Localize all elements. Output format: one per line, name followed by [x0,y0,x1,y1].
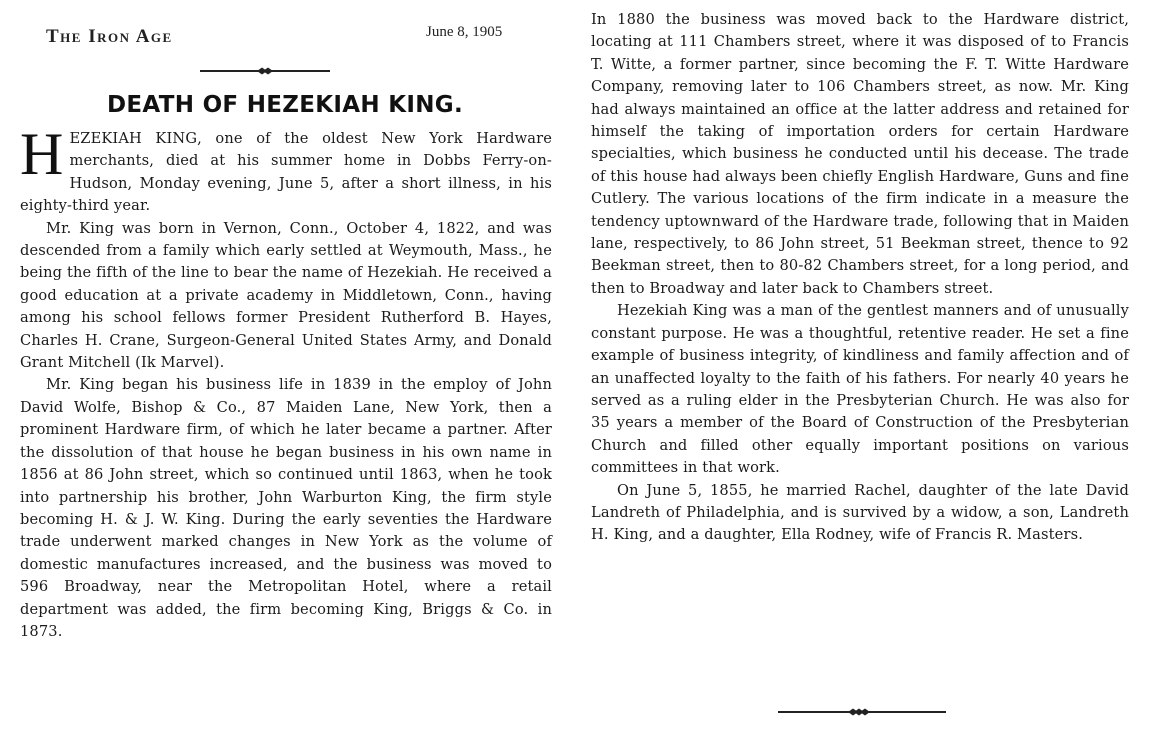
page-header [20,22,550,52]
paragraph-1-text: , one of the oldest New York Hardware merchants, died at his summer home in Dobbs Ferry-on-Hudson, Monday evening, June 5, after a short illness, in his eighty-third year. [20,130,552,215]
issue-date: June 8, 1905 [426,24,503,40]
article-column-right [591,9,1129,547]
drop-cap: H [20,121,64,187]
publication-name: The Iron Age [46,26,173,47]
paragraph-5: Hezekiah King was a man of the gentlest manners and of unusually constant purpose. He was a thoughtful, retentive reader. He set a fine example of business integrity, of kindliness and family affection and of an unaffected loyalty to the faith of his fathers. For nearly 40 years he served as a ruling elder in the Presbyterian Church. He was also for 35 years a member of the Board of Construction of the Presbyterian Church and filled other equally important positions on various committees in that work. [591,302,1129,477]
article-column-left [20,121,552,643]
article-title: DEATH OF HEZEKIAH KING. [107,92,463,118]
diamond-rule-icon [200,66,330,76]
paragraph-4: In 1880 the business was moved back to the Hardware district, locating at 111 Chambers street, where it was disposed of to Francis T. Witte, a former partner, since becoming the F. T. Witte Hardware Company, removing later to 106 Chambers street, as now. Mr. King had always maintained an office at the latter address and retained for himself the taking of importation orders for certain Hardware specialties, which business he conducted until his decease. The trade of this house had always been chiefly English Hardware, Guns and fine Cutlery. The various locations of the firm indicate in a measure the tendency uptownward of the Hardware trade, following that in Maiden lane, respectively, to 86 John street, 51 Beekman street, thence to 92 Beekman street, then to 80-82 Chambers street, for a long period, and then to Broadway and later back to Chambers street. [591,11,1129,297]
lead-small-caps: EZEKIAH KING [69,130,198,147]
bottom-ornament-divider [778,707,946,717]
top-ornament-divider [200,66,330,76]
diamond-rule-icon [778,707,946,717]
paragraph-1 [20,121,552,218]
paragraph-6: On June 5, 1855, he married Rachel, daughter of the late David Landreth of Philadelphia, and is survived by a widow, a son, Landreth H. King, and a daughter, Ella Rodney, wife of Francis R. Masters. [591,481,1129,544]
paragraph-3: Mr. King began his business life in 1839 in the employ of John David Wolfe, Bishop & Co., 87 Maiden Lane, New York, then a prominent Hardware firm, of which he later became a partner. After the dissolution of that house he began business in his own name in 1856 at 86 John street, which so continued until 1863, when he took into partnership his brother, John Warburton King, the firm style becoming H. & J. W. King. During the early seventies the Hardware trade underwent marked changes in New York as the volume of domestic manufactures increased, and the business was moved to 596 Broadway, near the Metropolitan Hotel, where a retail department was added, the firm becoming King, Briggs & Co. in 1873. [20,376,552,640]
paragraph-2: Mr. King was born in Vernon, Conn., October 4, 1822, and was descended from a family which early settled at Weymouth, Mass., he being the fifth of the line to bear the name of Hezekiah. He received a good education at a private academy in Middletown, Conn., having among his school fellows former President Rutherford B. Hayes, Charles H. Crane, Surgeon-General United States Army, and Donald Grant Mitchell (Ik Marvel). [20,219,552,372]
